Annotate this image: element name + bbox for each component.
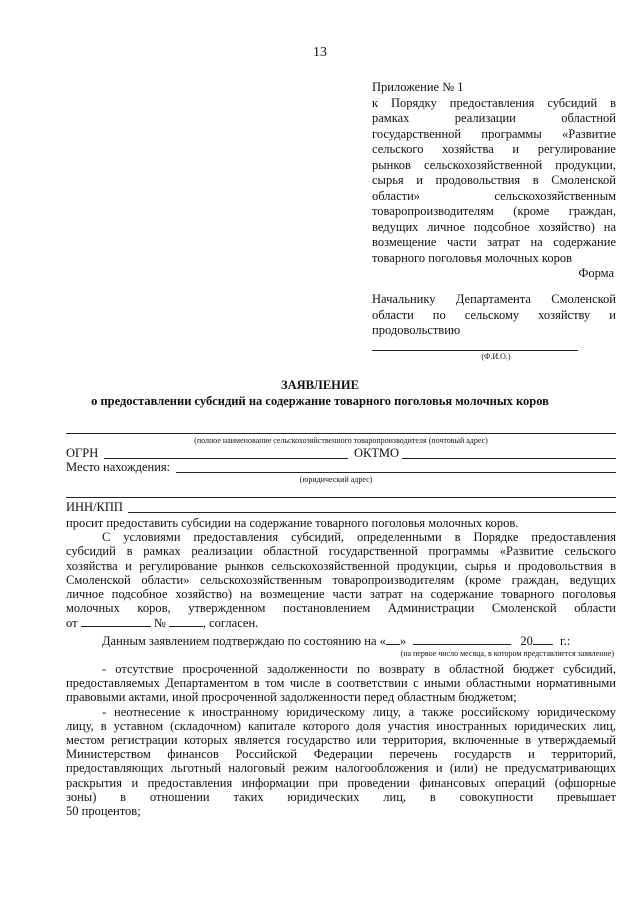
item2-line: Министерством финансов Российской Федерации перечень государств и территорий, bbox=[66, 747, 616, 762]
organization-name-line[interactable] bbox=[66, 433, 616, 434]
inn-kpp-label: ИНН/КПП bbox=[66, 500, 123, 514]
conditions-line: хозяйства и регулирование рынков сельскохозяйственной продукции, сырья и продовольствия в bbox=[66, 558, 616, 573]
appendix-line: рынков сельскохозяйственной продукции, bbox=[372, 157, 616, 172]
item2-line: местом регистрации которых является государство или территория, включенные в утверждаемый bbox=[66, 733, 616, 748]
ogrn-field[interactable] bbox=[104, 458, 348, 459]
open-quote: « bbox=[379, 633, 386, 648]
year-prefix: 20 bbox=[520, 633, 533, 648]
item1-line: предоставляемых Департаментом в том числе в соответствии с иными областными нормативными bbox=[66, 676, 616, 691]
item2-line: лицу, в уставном (складочном) капитале которого доля участия иностранных юридических лиц, bbox=[66, 718, 616, 733]
appendix-line: государственной программы «Развитие bbox=[372, 126, 616, 141]
conditions-line: С условиями предоставления субсидий, определенными в Порядке предоставления bbox=[102, 530, 616, 545]
appendix-line: товаропроизводителям (кроме граждан, bbox=[372, 204, 616, 218]
request-line: просит предоставить субсидии на содержание товарного поголовья молочных коров. bbox=[66, 516, 519, 530]
item2-line: - неотнесение к иностранному юридическому лицу, а также российскому юридическому bbox=[102, 704, 616, 719]
appendix-line: области» сельскохозяйственным bbox=[372, 188, 616, 203]
oktmo-field[interactable] bbox=[402, 458, 616, 459]
appendix-line: сырья и продовольствия в Смоленской bbox=[372, 173, 616, 187]
year-suffix: г.: bbox=[560, 633, 571, 648]
inn-kpp-field[interactable] bbox=[128, 512, 616, 513]
form-label: Форма bbox=[578, 266, 614, 280]
number-sign: № bbox=[153, 616, 166, 631]
appendix-line: рамках реализации областной bbox=[372, 111, 616, 125]
agreed-text: , согласен. bbox=[202, 616, 259, 631]
address-extra-line[interactable] bbox=[66, 497, 616, 498]
resolution-reference bbox=[66, 615, 616, 630]
addressee-line: продовольствию bbox=[372, 323, 461, 337]
oktmo-label: ОКТМО bbox=[354, 446, 399, 460]
confirm-month-field[interactable] bbox=[413, 633, 511, 645]
fio-underline[interactable] bbox=[372, 350, 578, 351]
conditions-line: Смоленской области» сельскохозяйственным товаропроизводителям (кроме граждан, ведущих bbox=[66, 572, 616, 587]
fio-hint: (Ф.И.О.) bbox=[481, 352, 511, 361]
conditions-line: личное подсобное хозяйство) на возмещение части затрат на содержание товарного поголовья bbox=[66, 587, 616, 602]
date-hint: (на первое число месяца, в котором представляется заявление) bbox=[400, 648, 614, 658]
from-word: от bbox=[66, 616, 78, 631]
confirm-text: Данным заявлением подтверждаю по состоянию на bbox=[102, 633, 377, 648]
item2-line: 50 процентов; bbox=[66, 804, 141, 819]
appendix-block bbox=[372, 80, 616, 266]
document-title: ЗАЯВЛЕНИЕ bbox=[281, 378, 359, 392]
appendix-line: возмещение части затрат на содержание bbox=[372, 235, 616, 249]
application-body bbox=[66, 516, 616, 818]
organization-name-hint: (полное наименование сельскохозяйственного товаропроизводителя (почтовый адрес) bbox=[194, 436, 488, 445]
appendix-line: Приложение № 1 bbox=[372, 80, 464, 94]
appendix-line: к Порядку предоставления субсидий в bbox=[372, 95, 616, 110]
item2-line: раскрытия и предоставления информации при проведении финансовых операций (офшорные bbox=[66, 775, 616, 790]
page-number: 13 bbox=[313, 45, 327, 60]
resolution-date-field[interactable] bbox=[81, 615, 151, 627]
confirm-year-field[interactable] bbox=[533, 633, 553, 645]
document-subtitle: о предоставлении субсидий на содержание товарного поголовья молочных коров bbox=[91, 394, 549, 408]
item2-line: предоставляющих льготный налоговый режим налогообложения и (или) не предусматривающих bbox=[66, 761, 616, 776]
item2-line: зоны) в отношении таких юридических лиц, в совокупности превышает bbox=[66, 789, 616, 804]
addressee-line: области по сельскому хозяйству и bbox=[372, 307, 616, 322]
item1-line: правовыми актами, иной просроченной задолженности перед областным бюджетом; bbox=[66, 690, 517, 705]
conditions-line: субсидий в рамках реализации областной государственной программы «Развитие сельского bbox=[66, 544, 616, 559]
ogrn-label: ОГРН bbox=[66, 446, 99, 460]
confirm-line bbox=[66, 633, 616, 648]
appendix-line: ведущих личное подсобное хозяйство) на bbox=[372, 219, 616, 234]
addressee-block bbox=[372, 292, 616, 339]
location-field[interactable] bbox=[176, 472, 616, 473]
appendix-line: товарного поголовья молочных коров bbox=[372, 250, 573, 265]
location-label: Место нахождения: bbox=[66, 460, 171, 474]
resolution-number-field[interactable] bbox=[169, 615, 203, 627]
item1-line: - отсутствие просроченной задолженности по возврату в областной бюджет субсидий, bbox=[102, 662, 616, 677]
confirm-day-field[interactable] bbox=[386, 633, 400, 645]
addressee-line: Начальнику Департамента Смоленской bbox=[372, 292, 616, 306]
close-quote: » bbox=[399, 633, 407, 648]
conditions-line: молочных коров, утвержденном постановлением Администрации Смоленской области bbox=[66, 601, 616, 616]
legal-address-hint: (юридический адрес) bbox=[299, 475, 373, 484]
appendix-line: сельского хозяйства и регулирование bbox=[372, 142, 616, 156]
